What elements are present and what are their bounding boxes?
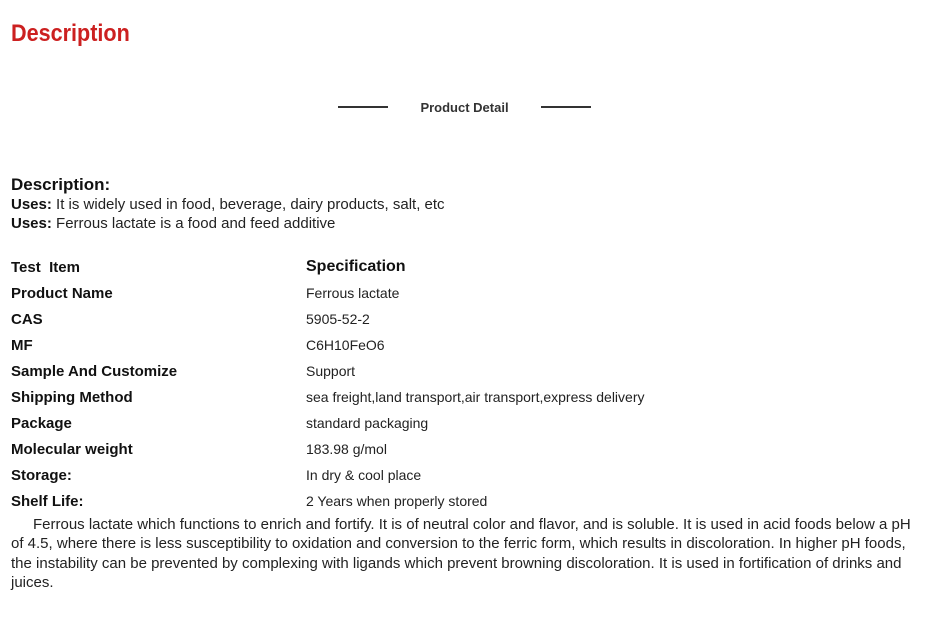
spec-key: Product Name <box>11 284 113 302</box>
spec-row <box>11 488 921 514</box>
spec-key: Shelf Life: <box>11 492 84 510</box>
spec-row <box>11 410 921 436</box>
spec-value: 183.98 g/mol <box>306 441 387 457</box>
divider-line-right <box>541 106 591 108</box>
uses-text: It is widely used in food, beverage, dairy products, salt, etc <box>51 196 445 213</box>
spec-row <box>11 280 921 306</box>
spec-key: Molecular weight <box>11 440 133 458</box>
product-description-paragraph: Ferrous lactate which functions to enrich and fortify. It is of neutral color and flavor, and is soluble. It is used in acid foods below a pH of 4.5, where there is less susceptibility to oxidation and conversion to the ferric form, which results in discoloration. In higher pH foods, the instability can be prevented by complexing with ligands which prevent browning discoloration. It is used in fortification of drinks and juices. <box>11 516 911 592</box>
uses-line <box>11 214 921 233</box>
spec-row <box>11 462 921 488</box>
description-heading: Description: <box>11 175 111 194</box>
spec-value: Ferrous lactate <box>306 285 400 301</box>
product-detail-label: Product Detail <box>420 99 509 115</box>
spec-table <box>11 254 921 514</box>
spec-key: Storage: <box>11 466 72 484</box>
spec-header-key: Test Item <box>11 258 80 276</box>
description-block <box>11 175 921 233</box>
spec-row <box>11 436 921 462</box>
section-title: Description <box>11 20 130 47</box>
spec-key: Shipping Method <box>11 388 133 406</box>
spec-header-value: Specification <box>306 258 406 275</box>
spec-table-header <box>11 254 921 280</box>
uses-label: Uses: <box>11 215 52 232</box>
spec-row <box>11 384 921 410</box>
spec-key: Package <box>11 414 72 432</box>
spec-value: Support <box>306 363 356 379</box>
spec-key: CAS <box>11 310 43 328</box>
spec-row <box>11 332 921 358</box>
spec-value: sea freight,land transport,air transport,express delivery <box>306 389 645 405</box>
spec-value: standard packaging <box>306 415 429 431</box>
spec-row <box>11 358 921 384</box>
spec-value: 5905-52-2 <box>306 311 370 327</box>
spec-value: 2 Years when properly stored <box>306 493 488 509</box>
spec-key: Sample And Customize <box>11 362 178 380</box>
uses-line <box>11 195 921 214</box>
uses-label: Uses: <box>11 196 52 213</box>
spec-value: In dry & cool place <box>306 467 422 483</box>
spec-row <box>11 306 921 332</box>
product-detail-divider <box>338 96 591 118</box>
spec-key: MF <box>11 336 33 354</box>
divider-line-left <box>338 106 388 108</box>
spec-value: C6H10FeO6 <box>306 337 385 353</box>
uses-text: Ferrous lactate is a food and feed additive <box>51 215 336 232</box>
